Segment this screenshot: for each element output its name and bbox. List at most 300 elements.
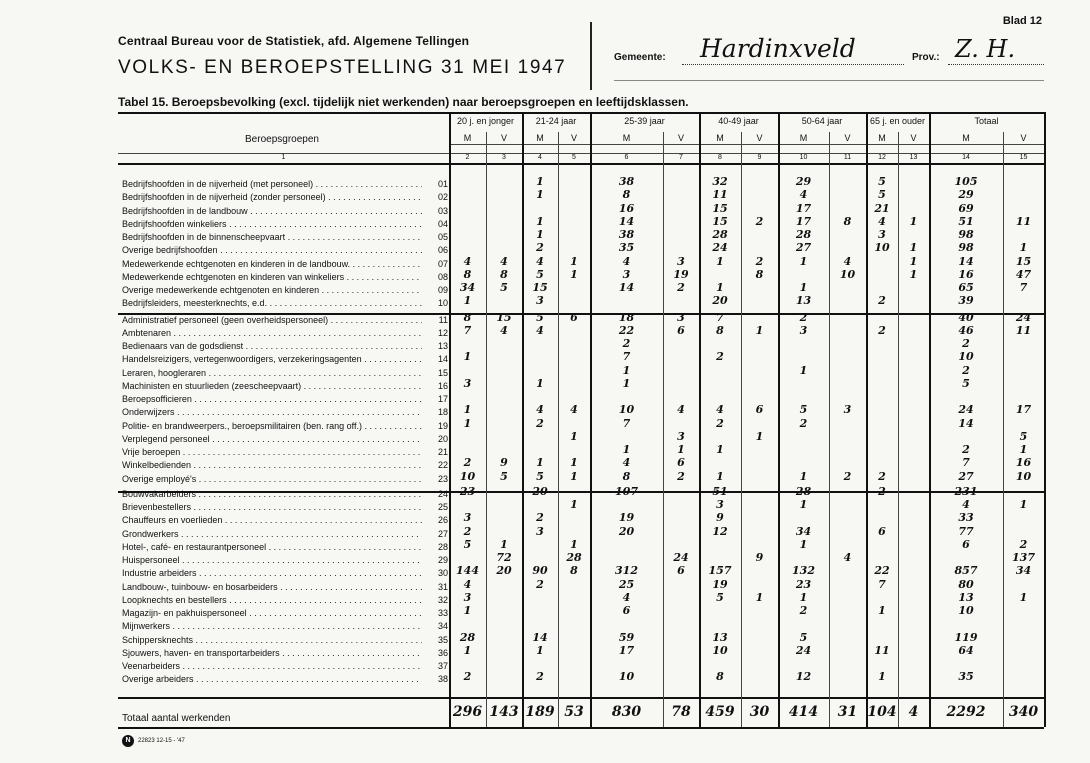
printer-logo-icon: N bbox=[122, 735, 134, 747]
column-number: 4 bbox=[538, 154, 542, 161]
row-value: 6 bbox=[677, 456, 685, 470]
column-number: 7 bbox=[679, 154, 683, 161]
row-number: 32 bbox=[437, 594, 448, 605]
column-rule bbox=[1044, 112, 1046, 727]
row-number: 03 bbox=[437, 205, 448, 216]
column-rule bbox=[486, 132, 487, 727]
row-number: 31 bbox=[437, 581, 448, 592]
row-value: 2 bbox=[536, 241, 544, 255]
row-value: 7 bbox=[878, 577, 886, 591]
row-value: 72 bbox=[496, 551, 512, 564]
row-value: 1 bbox=[536, 188, 544, 202]
row-value: 8 bbox=[463, 267, 472, 281]
row-value: 11 bbox=[1015, 214, 1032, 228]
row-value: 1 bbox=[536, 214, 544, 228]
row-value: 1 bbox=[536, 456, 544, 470]
row-value: 2 bbox=[622, 337, 631, 350]
row-label: Ambtenaren . . . bbox=[122, 327, 422, 339]
row-value: 4 bbox=[843, 551, 852, 564]
row-value: 4 bbox=[622, 254, 631, 268]
row-value: 1 bbox=[536, 175, 544, 188]
row-value: 2 bbox=[962, 337, 970, 350]
sex-label: M bbox=[622, 133, 631, 143]
row-value: 29 bbox=[795, 175, 812, 188]
row-number: 29 bbox=[437, 555, 448, 565]
sex-label: V bbox=[677, 133, 684, 143]
row-value: 1 bbox=[622, 363, 631, 377]
column-number: 15 bbox=[1019, 154, 1028, 161]
row-value: 13 bbox=[712, 630, 728, 644]
row-label: Winkelbedienden . . . bbox=[122, 459, 422, 471]
row-label: Bedrijfshoofden in de nijverheid (zonder personeel) . . . bbox=[122, 191, 422, 203]
row-value: 3 bbox=[536, 294, 544, 308]
row-value: 2 bbox=[843, 469, 852, 483]
row-value: 3 bbox=[622, 267, 631, 281]
header-rule bbox=[614, 80, 1044, 81]
row-value: 2 bbox=[716, 416, 724, 430]
row-value: 98 bbox=[958, 241, 974, 255]
row-number: 19 bbox=[437, 420, 448, 431]
row-label: Bedrijfshoofden in de binnenscheepvaart . . . bbox=[122, 231, 422, 243]
row-value: 21 bbox=[874, 201, 890, 215]
row-number: 38 bbox=[437, 674, 448, 685]
row-value: 107 bbox=[615, 484, 638, 498]
age-group-header: 50-64 jaar bbox=[801, 116, 843, 126]
row-value: 28 bbox=[566, 551, 582, 564]
row-value: 1 bbox=[570, 537, 578, 551]
total-value: 2292 bbox=[946, 704, 986, 720]
column-number: 12 bbox=[878, 154, 886, 161]
column-rule bbox=[663, 132, 664, 727]
row-value: 8 bbox=[716, 670, 724, 684]
row-value: 5 bbox=[799, 403, 808, 417]
column-number: 13 bbox=[909, 154, 918, 161]
province-line bbox=[948, 64, 1044, 65]
total-value: 30 bbox=[749, 704, 770, 720]
row-value: 2 bbox=[878, 484, 886, 498]
row-value: 1 bbox=[463, 350, 472, 364]
column-number: 1 bbox=[281, 154, 286, 161]
row-value: 3 bbox=[878, 228, 886, 241]
row-value: 4 bbox=[500, 323, 508, 337]
row-value: 7 bbox=[463, 323, 472, 337]
row-value: 24 bbox=[712, 241, 728, 255]
municipality-line bbox=[682, 64, 904, 65]
row-value: 1 bbox=[755, 323, 764, 337]
row-value: 16 bbox=[618, 201, 635, 215]
row-number: 11 bbox=[438, 314, 448, 325]
row-value: 105 bbox=[954, 175, 978, 188]
sex-label: M bbox=[962, 133, 970, 143]
row-number: 26 bbox=[437, 515, 448, 526]
row-number: 35 bbox=[437, 634, 448, 645]
row-value: 1 bbox=[500, 537, 508, 551]
row-value: 1 bbox=[570, 469, 578, 483]
header-divider bbox=[590, 22, 592, 90]
row-value: 6 bbox=[622, 604, 631, 617]
row-value: 1 bbox=[570, 498, 578, 511]
row-number: 15 bbox=[437, 367, 448, 378]
total-value: 414 bbox=[788, 704, 819, 720]
row-value: 1 bbox=[878, 604, 886, 617]
row-value: 40 bbox=[958, 310, 974, 324]
row-value: 10 bbox=[839, 267, 856, 281]
row-value: 2 bbox=[878, 469, 886, 483]
row-value: 2 bbox=[463, 524, 472, 538]
row-number: 17 bbox=[437, 394, 448, 404]
row-number: 05 bbox=[437, 232, 448, 242]
row-number: 07 bbox=[437, 258, 448, 269]
row-value: 1 bbox=[799, 363, 808, 377]
row-label: Overige arbeiders . . . bbox=[122, 673, 422, 685]
row-label: Loopknechts en bestellers . . . bbox=[122, 594, 422, 606]
row-value: 2 bbox=[755, 214, 764, 228]
row-value: 1 bbox=[463, 403, 472, 417]
row-value: 2 bbox=[755, 254, 764, 268]
row-label: Bedrijfshoofden in de nijverheid (met personeel) . . . bbox=[122, 178, 422, 190]
row-value: 39 bbox=[958, 294, 974, 308]
form-header bbox=[118, 34, 566, 79]
sex-label: V bbox=[1020, 133, 1027, 143]
row-value: 1 bbox=[570, 429, 578, 443]
row-value: 80 bbox=[958, 577, 974, 591]
row-value: 3 bbox=[463, 590, 472, 604]
row-value: 4 bbox=[500, 254, 508, 268]
print-code: 22823 12-15 - '47 bbox=[138, 738, 185, 744]
row-value: 59 bbox=[618, 630, 635, 644]
row-value: 8 bbox=[463, 310, 472, 324]
row-value: 1 bbox=[799, 590, 808, 604]
row-value: 24 bbox=[673, 551, 689, 564]
row-value: 10 bbox=[618, 403, 635, 417]
total-value: 78 bbox=[671, 704, 691, 720]
row-value: 27 bbox=[795, 241, 812, 255]
row-label: Industrie arbeiders . . . bbox=[122, 567, 422, 579]
row-value: 14 bbox=[532, 630, 548, 644]
row-value: 14 bbox=[618, 281, 635, 294]
row-value: 5 bbox=[500, 281, 508, 294]
row-value: 20 bbox=[532, 484, 548, 498]
row-value: 8 bbox=[716, 323, 724, 337]
row-value: 11 bbox=[712, 188, 728, 202]
row-value: 2 bbox=[716, 350, 724, 364]
row-value: 17 bbox=[795, 201, 812, 215]
row-value: 34 bbox=[795, 524, 812, 538]
row-label: Bedrijfshoofden winkeliers . . . bbox=[122, 218, 422, 230]
row-value: 17 bbox=[618, 643, 635, 657]
row-number: 08 bbox=[437, 271, 448, 282]
row-value: 13 bbox=[795, 294, 812, 308]
row-value: 6 bbox=[677, 323, 685, 337]
row-value: 27 bbox=[958, 469, 974, 483]
row-value: 17 bbox=[1015, 403, 1032, 417]
row-value: 2 bbox=[677, 281, 685, 294]
row-value: 857 bbox=[954, 564, 978, 578]
row-value: 17 bbox=[795, 214, 812, 228]
row-value: 1 bbox=[463, 294, 472, 308]
column-number: 9 bbox=[757, 154, 762, 161]
row-value: 19 bbox=[673, 267, 689, 281]
row-value: 11 bbox=[874, 643, 890, 657]
total-value: 189 bbox=[525, 704, 555, 720]
row-value: 12 bbox=[795, 670, 812, 684]
row-value: 34 bbox=[459, 281, 476, 294]
row-value: 1 bbox=[799, 281, 808, 294]
sex-label: V bbox=[910, 133, 917, 143]
column-number: 5 bbox=[572, 154, 576, 161]
row-number: 10 bbox=[437, 298, 448, 309]
row-value: 4 bbox=[677, 403, 685, 417]
row-value: 5 bbox=[463, 537, 472, 551]
row-value: 23 bbox=[795, 577, 812, 591]
row-value: 1 bbox=[799, 469, 808, 483]
row-value: 119 bbox=[954, 630, 978, 644]
row-value: 23 bbox=[459, 484, 476, 498]
row-value: 2 bbox=[799, 604, 808, 617]
sex-label: M bbox=[463, 133, 472, 143]
row-value: 51 bbox=[712, 484, 728, 498]
row-value: 3 bbox=[463, 511, 472, 525]
row-number: 09 bbox=[437, 285, 448, 295]
row-label: Grondwerkers . . . bbox=[122, 528, 422, 540]
row-label: Landbouw-, tuinbouw- en bosarbeiders . . . bbox=[122, 581, 422, 593]
row-value: 3 bbox=[536, 524, 544, 538]
row-value: 20 bbox=[496, 564, 512, 578]
row-value: 6 bbox=[755, 403, 764, 417]
row-number: 16 bbox=[437, 380, 448, 391]
age-group-header: 40-49 jaar bbox=[718, 116, 759, 126]
row-number: 04 bbox=[437, 218, 448, 229]
row-label: Magazijn- en pakhuispersoneel . . . bbox=[122, 607, 422, 619]
total-bottom-rule bbox=[118, 727, 1044, 729]
total-value: 459 bbox=[705, 704, 735, 720]
print-mark bbox=[122, 735, 185, 747]
row-value: 2 bbox=[1019, 537, 1028, 551]
row-value: 1 bbox=[536, 376, 544, 390]
row-value: 35 bbox=[618, 241, 635, 255]
sex-label: V bbox=[570, 133, 577, 143]
row-number: 06 bbox=[437, 245, 448, 256]
row-value: 33 bbox=[958, 511, 974, 525]
row-value: 1 bbox=[622, 443, 631, 456]
row-value: 38 bbox=[618, 175, 635, 188]
row-value: 5 bbox=[799, 630, 808, 644]
row-value: 20 bbox=[712, 294, 728, 308]
row-value: 2 bbox=[536, 670, 544, 684]
row-value: 10 bbox=[958, 350, 974, 364]
row-value: 7 bbox=[622, 416, 631, 430]
row-value: 3 bbox=[716, 498, 724, 511]
row-value: 19 bbox=[618, 511, 635, 525]
row-label: Handelsreizigers, vertegenwoordigers, verzekeringsagenten . . . bbox=[122, 353, 422, 365]
row-value: 1 bbox=[716, 469, 724, 483]
row-value: 19 bbox=[712, 577, 728, 591]
row-value: 2 bbox=[799, 310, 808, 324]
row-value: 4 bbox=[878, 214, 886, 228]
row-number: 23 bbox=[437, 473, 448, 484]
row-value: 1 bbox=[909, 241, 918, 255]
row-label: Overige employé's . . . bbox=[122, 473, 422, 485]
row-value: 2 bbox=[878, 323, 886, 337]
row-value: 1 bbox=[570, 456, 578, 470]
total-value: 340 bbox=[1008, 704, 1039, 720]
row-value: 4 bbox=[570, 403, 578, 417]
row-number: 02 bbox=[437, 192, 448, 203]
row-value: 2 bbox=[962, 443, 970, 456]
row-value: 16 bbox=[1015, 456, 1032, 470]
bureau-name: Centraal Bureau voor de Statistiek, afd. Algemene Tellingen bbox=[118, 34, 470, 48]
row-value: 7 bbox=[1019, 281, 1028, 294]
row-value: 2 bbox=[677, 469, 685, 483]
sheet-number: Blad 12 bbox=[1002, 15, 1042, 27]
row-value: 132 bbox=[792, 564, 815, 578]
row-label: Medewerkende echtgenoten en kinderen van winkeliers . . . . bbox=[122, 271, 422, 283]
row-number: 13 bbox=[437, 341, 448, 351]
census-title: VOLKS- EN BEROEPSTELLING 31 MEI 1947 bbox=[118, 57, 567, 78]
row-label: Verplegend personeel . . . bbox=[122, 433, 422, 445]
row-value: 5 bbox=[536, 310, 544, 324]
total-value: 296 bbox=[452, 704, 483, 720]
row-value: 10 bbox=[874, 241, 890, 255]
row-value: 4 bbox=[716, 403, 724, 417]
age-group-header: 25-39 jaar bbox=[624, 116, 665, 126]
sex-label: M bbox=[716, 133, 724, 143]
row-label: Onderwijzers . . . bbox=[122, 406, 422, 418]
row-value: 10 bbox=[712, 643, 728, 657]
row-value: 8 bbox=[570, 564, 578, 578]
row-value: 7 bbox=[716, 310, 724, 324]
row-value: 3 bbox=[843, 403, 852, 417]
row-label: Hotel-, café- en restaurantpersoneel . . . bbox=[122, 541, 422, 553]
row-value: 24 bbox=[958, 403, 974, 417]
row-value: 18 bbox=[618, 310, 635, 324]
row-value: 28 bbox=[459, 630, 476, 644]
row-number: 37 bbox=[437, 661, 448, 671]
row-number: 22 bbox=[437, 460, 448, 471]
row-number: 34 bbox=[437, 621, 448, 632]
row-value: 15 bbox=[712, 201, 728, 215]
age-group-header: 21-24 jaar bbox=[535, 116, 577, 126]
total-value: 104 bbox=[867, 704, 897, 720]
row-value: 5 bbox=[878, 188, 886, 202]
column-number: 6 bbox=[624, 154, 629, 161]
row-value: 1 bbox=[1019, 590, 1028, 604]
row-value: 3 bbox=[799, 323, 808, 337]
row-label: Bedrijfsleiders, meesterknechts, e.d. . . . bbox=[122, 297, 422, 309]
table-title: Tabel 15. Beroepsbevolking (excl. tijdelijk niet werkenden) naar beroepsgroepen en leeftijdsklassen. bbox=[118, 95, 689, 109]
row-value: 137 bbox=[1012, 551, 1035, 564]
row-number: 18 bbox=[437, 407, 448, 418]
row-label: Brievenbestellers . . . bbox=[122, 501, 422, 513]
row-value: 2 bbox=[536, 416, 544, 430]
row-number: 24 bbox=[437, 488, 448, 499]
row-value: 4 bbox=[622, 590, 631, 604]
row-value: 14 bbox=[958, 416, 974, 430]
province-label: Prov.: bbox=[912, 52, 940, 63]
row-value: 2 bbox=[536, 511, 544, 525]
row-value: 13 bbox=[958, 590, 974, 604]
row-label: Politie- en brandweerpers., beroepsmilitairen (ben. rang off.) . . . bbox=[122, 420, 422, 432]
row-value: 5 bbox=[716, 590, 724, 604]
row-value: 28 bbox=[795, 484, 812, 498]
row-label: Mijnwerkers . . . bbox=[122, 620, 422, 632]
row-value: 38 bbox=[618, 228, 635, 241]
row-value: 47 bbox=[1015, 267, 1032, 281]
row-value: 5 bbox=[962, 376, 970, 390]
row-value: 1 bbox=[463, 643, 472, 657]
row-label: Huispersoneel . . . bbox=[122, 554, 422, 566]
row-label: Veenarbeiders . . . bbox=[122, 660, 422, 672]
row-number: 28 bbox=[437, 541, 448, 552]
row-label: Bedrijfshoofden in de landbouw . . . bbox=[122, 205, 422, 217]
row-value: 1 bbox=[677, 443, 685, 456]
row-value: 1 bbox=[1019, 241, 1028, 255]
row-number: 12 bbox=[437, 327, 448, 338]
row-value: 69 bbox=[958, 201, 974, 215]
row-value: 4 bbox=[843, 254, 852, 268]
row-label: Beroepsofficieren . . . bbox=[122, 393, 422, 405]
row-value: 1 bbox=[1019, 498, 1028, 511]
total-value: 143 bbox=[489, 704, 519, 720]
row-value: 1 bbox=[570, 267, 578, 281]
row-value: 65 bbox=[958, 281, 974, 294]
row-label: Chauffeurs en voerlieden . . . bbox=[122, 514, 422, 526]
row-value: 24 bbox=[1015, 310, 1032, 324]
sex-header-rule bbox=[449, 144, 1044, 145]
colnum-bottom-rule bbox=[118, 163, 1044, 165]
row-label: Leraren, hoogleraren . . . bbox=[122, 367, 422, 379]
row-value: 2 bbox=[799, 416, 808, 430]
row-value: 1 bbox=[755, 429, 764, 443]
row-value: 34 bbox=[1015, 564, 1032, 578]
row-number: 33 bbox=[437, 608, 448, 618]
row-value: 12 bbox=[712, 524, 728, 538]
row-value: 7 bbox=[962, 456, 970, 470]
row-value: 7 bbox=[622, 350, 631, 364]
municipality-label: Gemeente: bbox=[614, 52, 666, 63]
row-value: 11 bbox=[1015, 323, 1032, 337]
row-value: 1 bbox=[909, 254, 918, 268]
column-number: 10 bbox=[799, 154, 808, 161]
row-value: 4 bbox=[536, 254, 544, 268]
row-value: 5 bbox=[536, 469, 544, 483]
row-number: 14 bbox=[437, 354, 448, 365]
sex-label: V bbox=[844, 133, 851, 143]
row-value: 10 bbox=[1015, 469, 1032, 483]
row-label: Machinisten en stuurlieden (zeescheepvaart) . . . bbox=[122, 380, 422, 392]
row-label: Overige bedrijfshoofden . . . bbox=[122, 244, 422, 256]
row-value: 5 bbox=[500, 469, 508, 483]
row-value: 22 bbox=[874, 564, 890, 578]
row-value: 15 bbox=[1015, 254, 1032, 268]
row-value: 10 bbox=[958, 604, 974, 617]
row-number: 21 bbox=[437, 447, 448, 457]
municipality-value: Hardinxveld bbox=[700, 34, 856, 63]
row-value: 1 bbox=[463, 604, 472, 617]
row-value: 32 bbox=[712, 175, 728, 188]
row-value: 25 bbox=[618, 577, 635, 591]
row-value: 98 bbox=[958, 228, 974, 241]
row-value: 15 bbox=[712, 214, 728, 228]
row-number: 20 bbox=[437, 433, 448, 444]
row-value: 2 bbox=[463, 456, 472, 470]
row-value: 5 bbox=[536, 267, 544, 281]
row-value: 1 bbox=[1019, 443, 1028, 456]
row-label: Schippersknechts . . . bbox=[122, 634, 422, 646]
row-value: 3 bbox=[677, 310, 685, 324]
row-value: 5 bbox=[1019, 429, 1028, 443]
row-value: 8 bbox=[843, 214, 852, 228]
